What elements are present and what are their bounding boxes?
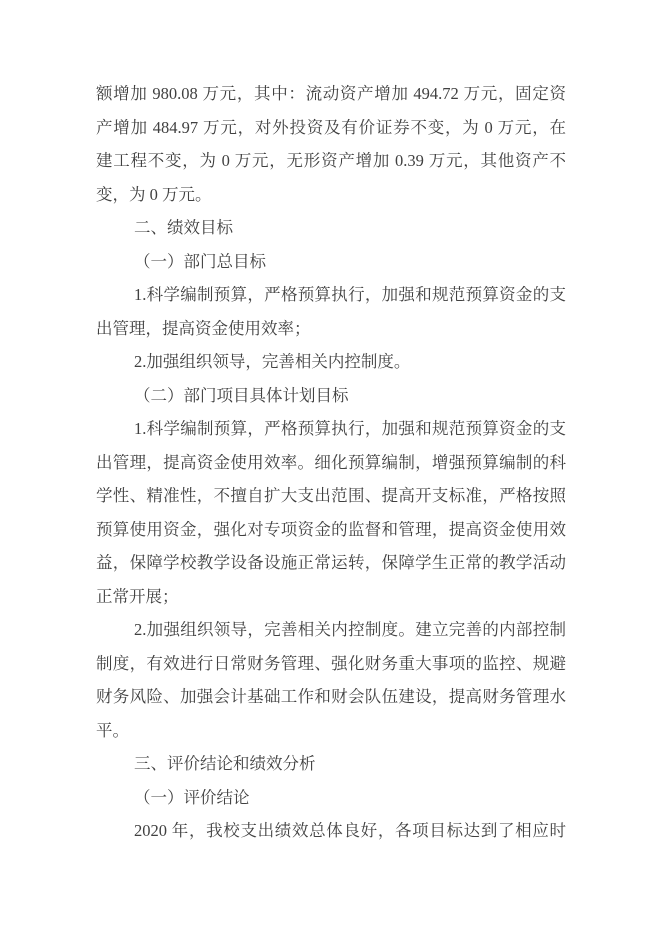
text-line: （二）部门项目具体计划目标 bbox=[134, 385, 349, 405]
paragraph-project-target-item-2 bbox=[96, 613, 566, 747]
paragraph-heading-department-overall-target bbox=[96, 245, 566, 279]
paragraph-project-target-item-1 bbox=[96, 412, 566, 613]
text-line: 2.加强组织领导，完善相关内控制度。建立完善的内部控制 bbox=[134, 620, 566, 639]
text-line: 平。 bbox=[96, 720, 129, 740]
text-line: 1.科学编制预算，严格预算执行，加强和规范预算资金的支 bbox=[134, 419, 566, 438]
paragraph-heading-evaluation-conclusion bbox=[96, 781, 566, 815]
text-line: 建工程不变，为 0 万元，无形资产增加 0.39 万元，其他资产不 bbox=[96, 151, 566, 170]
text-line: 2.加强组织领导，完善相关内控制度。 bbox=[134, 352, 411, 371]
text-line: 产增加 484.97 万元，对外投资及有价证券不变，为 0 万元，在 bbox=[96, 117, 566, 137]
paragraph-evaluation-conclusion-opening bbox=[96, 814, 566, 848]
paragraph-heading-evaluation-conclusion-and-analysis bbox=[96, 747, 566, 781]
text-line: （一）部门总目标 bbox=[134, 251, 266, 271]
text-line: 出管理，提高资金使用效率； bbox=[96, 318, 311, 338]
text-line: 益，保障学校教学设备设施正常运转，保障学生正常的教学活动 bbox=[96, 553, 566, 572]
paragraph-heading-department-project-targets bbox=[96, 379, 566, 413]
text-line: 变，为 0 万元。 bbox=[96, 184, 212, 204]
text-line: 二、绩效目标 bbox=[134, 218, 233, 237]
document-body bbox=[96, 77, 566, 848]
paragraph-asset-change-summary bbox=[96, 77, 566, 211]
text-line: 学性、精准性，不擅自扩大支出范围、提高开支标准，严格按照 bbox=[96, 486, 566, 505]
paragraph-overall-target-item-2 bbox=[96, 345, 566, 379]
text-line: 正常开展； bbox=[96, 586, 179, 606]
text-line: 预算使用资金，强化对专项资金的监督和管理，提高资金使用效 bbox=[96, 519, 566, 539]
text-line: 出管理，提高资金使用效率。细化预算编制，增强预算编制的科 bbox=[96, 452, 566, 472]
text-line: 财务风险、加强会计基础工作和财会队伍建设，提高财务管理水 bbox=[96, 687, 566, 706]
text-line: 2020 年，我校支出绩效总体良好，各项目标达到了相应时 bbox=[134, 821, 566, 840]
text-line: （一）评价结论 bbox=[134, 787, 250, 807]
text-line: 额增加 980.08 万元，其中：流动资产增加 494.72 万元，固定资 bbox=[96, 84, 566, 103]
paragraph-heading-performance-targets bbox=[96, 211, 566, 245]
text-line: 三、评价结论和绩效分析 bbox=[134, 754, 316, 773]
text-line: 1.科学编制预算，严格预算执行，加强和规范预算资金的支 bbox=[134, 285, 566, 304]
text-line: 制度，有效进行日常财务管理、强化财务重大事项的监控、规避 bbox=[96, 653, 566, 673]
paragraph-overall-target-item-1 bbox=[96, 278, 566, 345]
